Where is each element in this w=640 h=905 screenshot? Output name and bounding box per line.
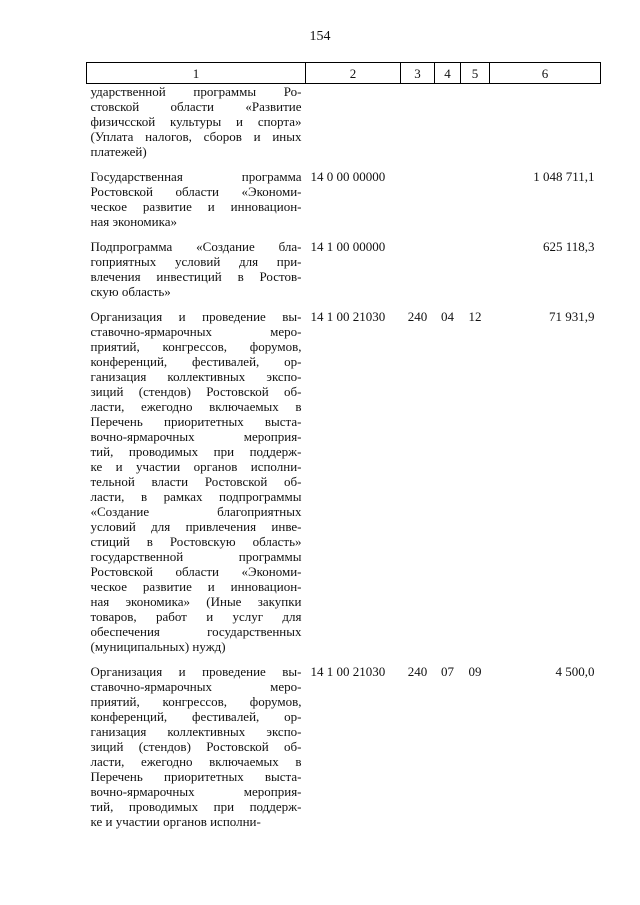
spacer-cell xyxy=(87,654,601,664)
description-line: ческое развитие и инновацион- xyxy=(90,579,302,594)
description-line: ке и участии органов исполни- xyxy=(90,459,302,474)
description-line: платежей) xyxy=(90,144,147,159)
description-line: «Создание благоприятных xyxy=(90,504,302,519)
row-expense-type: 240 xyxy=(407,309,428,324)
row-subsection xyxy=(461,84,490,160)
description-line: ке и участии органов исполни- xyxy=(90,814,261,829)
description-line: Государственная программа xyxy=(90,169,302,184)
row-target-code xyxy=(306,84,401,160)
description-line: стиций в Ростовскую область» xyxy=(90,534,302,549)
header-col-4: 4 xyxy=(435,63,461,84)
description-line: ласти, ежегодно включаемых в xyxy=(90,754,302,769)
spacer-cell xyxy=(87,229,601,239)
description-line: приятий, конгрессов, форумов, xyxy=(90,694,302,709)
table-row xyxy=(87,309,601,654)
row-section: 07 xyxy=(441,664,454,679)
description-line: стовской области «Развитие xyxy=(90,99,302,114)
description-line: Подпрограмма «Создание бла- xyxy=(90,239,302,254)
description-line: Ростовской области «Экономи- xyxy=(90,564,302,579)
table-row xyxy=(87,239,601,299)
description-line: Перечень приоритетных выста- xyxy=(90,769,302,784)
row-subsection: 12 xyxy=(468,309,482,324)
description-line: зиций (стендов) Ростовской об- xyxy=(90,384,302,399)
description-line: влечения инвестиций в Ростов- xyxy=(90,269,302,284)
description-line: тельной власти Ростовской об- xyxy=(90,474,302,489)
description-line: гоприятных условий для при- xyxy=(90,254,302,269)
description-line: (муниципальных) нужд) xyxy=(90,639,226,654)
row-amount: 625 118,3 xyxy=(542,239,595,254)
row-section: 04 xyxy=(441,309,454,324)
row-description xyxy=(87,309,306,654)
description-line: Организация и проведение вы- xyxy=(90,664,302,679)
description-line: скую область» xyxy=(90,284,171,299)
row-amount: 4 500,0 xyxy=(555,664,595,679)
table-row xyxy=(87,169,601,229)
header-col-5: 5 xyxy=(461,63,490,84)
row-description xyxy=(87,239,306,299)
description-line: ческое развитие и инновацион- xyxy=(90,199,302,214)
header-row xyxy=(87,63,601,84)
row-subsection: 09 xyxy=(468,664,482,679)
description-line: ударственной программы Ро- xyxy=(90,84,302,99)
row-section xyxy=(435,84,461,160)
table-row xyxy=(87,664,601,829)
description-line: государственной программы xyxy=(90,549,302,564)
row-section xyxy=(435,169,461,229)
description-line: ласти, ежегодно включаемых в xyxy=(90,399,302,414)
description-line: товаров, работ и услуг для xyxy=(90,609,302,624)
spacer-cell xyxy=(87,299,601,309)
row-subsection xyxy=(461,239,490,299)
row-section xyxy=(435,239,461,299)
row-target-code: 14 0 00 00000 xyxy=(310,169,386,184)
description-line: тий, проводимых при поддерж- xyxy=(90,444,302,459)
description-line: приятий, конгрессов, форумов, xyxy=(90,339,302,354)
description-line: ставочно-ярмарочных меро- xyxy=(90,324,302,339)
table-row xyxy=(87,84,601,160)
row-spacer xyxy=(87,229,601,239)
header-col-2: 2 xyxy=(306,63,401,84)
row-expense-type: 240 xyxy=(407,664,428,679)
page-number: 154 xyxy=(309,29,331,44)
table-body xyxy=(87,84,601,830)
description-line: ставочно-ярмарочных меро- xyxy=(90,679,302,694)
description-line: зиций (стендов) Ростовской об- xyxy=(90,739,302,754)
description-line: обеспечения государственных xyxy=(90,624,302,639)
row-amount xyxy=(490,84,601,160)
spacer-cell xyxy=(87,159,601,169)
row-description xyxy=(87,664,306,829)
description-line: Ростовской области «Экономи- xyxy=(90,184,302,199)
row-expense-type xyxy=(401,169,435,229)
row-spacer xyxy=(87,159,601,169)
row-expense-type xyxy=(401,239,435,299)
header-col-1: 1 xyxy=(87,63,306,84)
description-line: Перечень приоритетных выста- xyxy=(90,414,302,429)
description-line: вочно-ярмарочных мероприя- xyxy=(90,784,302,799)
row-spacer xyxy=(87,654,601,664)
row-target-code: 14 1 00 21030 xyxy=(310,309,386,324)
description-line: ганизация коллективных экспо- xyxy=(90,724,302,739)
row-description xyxy=(87,169,306,229)
row-amount: 71 931,9 xyxy=(549,309,595,324)
row-description xyxy=(87,84,306,160)
row-amount: 1 048 711,1 xyxy=(533,169,595,184)
description-line: конференций, фестивалей, ор- xyxy=(90,354,302,369)
row-expense-type xyxy=(401,84,435,160)
description-line: физичсской культуры и спорта» xyxy=(90,114,302,129)
header-col-3: 3 xyxy=(401,63,435,84)
description-line: ная экономика» (Иные закупки xyxy=(90,594,302,609)
row-target-code: 14 1 00 21030 xyxy=(310,664,386,679)
description-line: тий, проводимых при поддерж- xyxy=(90,799,302,814)
row-subsection xyxy=(461,169,490,229)
description-line: Организация и проведение вы- xyxy=(90,309,302,324)
description-line: ласти, в рамках подпрограммы xyxy=(90,489,302,504)
description-line: условий для привлечения инве- xyxy=(90,519,302,534)
description-line: (Уплата налогов, сборов и иных xyxy=(90,129,302,144)
description-line: ная экономика» xyxy=(90,214,177,229)
budget-table xyxy=(86,62,601,829)
row-target-code: 14 1 00 00000 xyxy=(310,239,386,254)
description-line: ганизация коллективных экспо- xyxy=(90,369,302,384)
description-line: конференций, фестивалей, ор- xyxy=(90,709,302,724)
row-spacer xyxy=(87,299,601,309)
description-line: вочно-ярмарочных мероприя- xyxy=(90,429,302,444)
header-col-6: 6 xyxy=(490,63,601,84)
table-header xyxy=(87,63,601,84)
